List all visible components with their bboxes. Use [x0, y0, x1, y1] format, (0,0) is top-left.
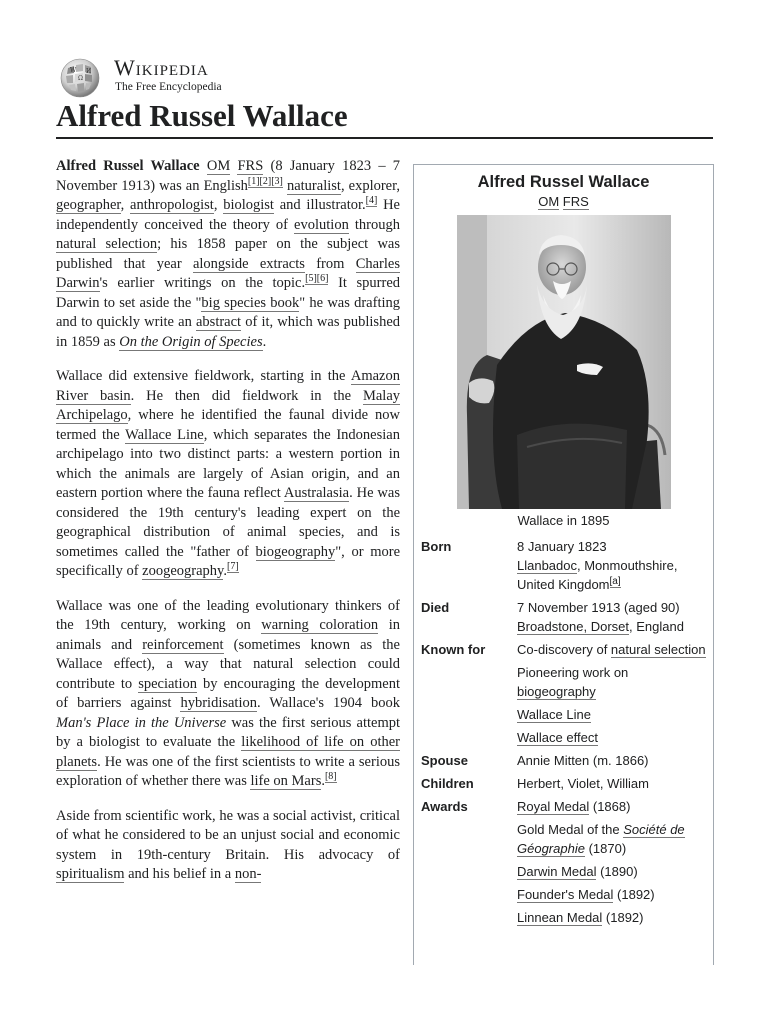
link-broadstone-dorset[interactable]: Broadstone, Dorset [517, 619, 630, 634]
infobox [413, 164, 714, 965]
text-run: and illustrator. [273, 197, 366, 213]
link-evolution[interactable]: evolution [294, 216, 349, 233]
link-llanbadoc[interactable]: Llanbadoc [517, 558, 577, 573]
link-life-on-mars[interactable]: life on Mars [250, 773, 322, 789]
text-run: . [223, 563, 227, 579]
infobox-value-line [517, 705, 707, 724]
citation-ref[interactable]: [5] [305, 273, 317, 285]
infobox-label: Children [421, 776, 474, 791]
infobox-value-line [517, 640, 707, 659]
text-run: ; his 1858 paper on the subject was published that year [56, 236, 400, 272]
text-run: and his belief in a [124, 866, 235, 882]
link-biogeography[interactable]: biogeography [255, 543, 336, 560]
text-run: 's earlier writings on the topic. [99, 275, 306, 291]
link-malay-archipelago[interactable]: Malay Archipelago [56, 387, 401, 423]
link-natural-selection[interactable]: natural selection [56, 236, 158, 252]
link-wallace-effect[interactable]: Wallace effect [517, 730, 598, 745]
link-royal-medal[interactable]: Royal Medal [517, 799, 590, 814]
link-founder-s-medal[interactable]: Founder's Medal [517, 887, 614, 902]
text-run: (1892) [602, 910, 644, 925]
text-run: Aside from scientific work, he was a social activist, critical of what he considered to be an unjust social and economic system in 19th-century Britain. His advocacy of [56, 807, 400, 863]
infobox-row-children [414, 774, 713, 793]
site-name: Wikipedia [114, 55, 209, 80]
infobox-row-died [414, 598, 713, 636]
text-run: " he was drafting and to quickly write an [56, 294, 401, 330]
infobox-label: Died [421, 600, 450, 615]
svg-text:W: W [70, 67, 77, 74]
link-reinforcement[interactable]: reinforcement [142, 636, 224, 653]
text-run: ", or more specifically of [56, 543, 401, 579]
citation-ref[interactable]: [1] [247, 175, 260, 187]
link-zoogeography[interactable]: zoogeography [142, 563, 224, 579]
link-australasia[interactable]: Australasia [283, 485, 350, 501]
link-frs[interactable]: FRS [237, 158, 264, 174]
link-soci-t-de-g-ographie[interactable]: Société de Géographie [517, 822, 685, 856]
link-speciation[interactable]: speciation [138, 675, 197, 692]
infobox-value-line [517, 862, 707, 881]
link-likelihood-of-life-on-other-planets[interactable]: likelihood of life on other planets [56, 734, 400, 770]
text-run: . He was considered the 19th century's leading expert on the geographical distribution of animal species, and is sometimes called the "father of [56, 485, 400, 560]
infobox-row-awards [414, 797, 713, 927]
infobox-post-nominals [414, 193, 713, 210]
infobox-value-line [517, 751, 707, 770]
bold-text: Alfred Russel Wallace [56, 158, 200, 174]
text-run: Pioneering work on [517, 665, 629, 680]
link-natural-selection[interactable]: natural selection [610, 642, 706, 657]
link-alongside-extracts[interactable]: alongside extracts [192, 255, 305, 272]
infobox-value-line [517, 663, 707, 701]
link-warning-coloration[interactable]: warning coloration [261, 617, 379, 633]
text-run: Herbert, Violet, William [517, 776, 649, 791]
article-paragraph [56, 157, 400, 352]
text-run: (8 January 1823 – 7 November 1913) was an English [56, 158, 401, 194]
infobox-row-known-for [414, 640, 713, 747]
text-run: (1868) [589, 799, 631, 814]
text-run: , [213, 197, 224, 213]
citation-ref[interactable]: [8] [324, 771, 337, 783]
text-run: (1892) [613, 887, 655, 902]
link-frs[interactable]: FRS [562, 194, 589, 209]
text-run: of it, which was published in 1859 as [56, 314, 400, 350]
text-run: Wallace was one of the leading evolutionary thinkers of the 19th century, working on [56, 597, 400, 633]
link-linnean-medal[interactable]: Linnean Medal [517, 910, 603, 925]
infobox-value-line [517, 728, 707, 747]
title-divider [56, 137, 713, 139]
infobox-label: Born [421, 539, 452, 554]
text-run: 8 January 1823 [517, 539, 607, 554]
text-run: . [262, 333, 267, 350]
infobox-value-line [517, 774, 707, 793]
link-wallace-line[interactable]: Wallace Line [517, 707, 591, 722]
infobox-value-line [517, 820, 707, 858]
image-caption: Wallace in 1895 [517, 513, 610, 528]
site-tagline: The Free Encyclopedia [115, 81, 222, 93]
infobox-value [517, 537, 707, 594]
infobox-value [517, 640, 707, 747]
link-big-species-book[interactable]: big species book [201, 294, 300, 311]
infobox-value-line [517, 908, 707, 927]
link-darwin-medal[interactable]: Darwin Medal [517, 864, 597, 879]
text-run: , [120, 197, 131, 213]
link-om[interactable]: OM [538, 194, 560, 209]
text-run: . Wallace's 1904 book [257, 695, 400, 711]
text-run [200, 158, 207, 174]
text-run: He independently conceived the theory of [56, 197, 400, 233]
infobox-title: Alfred Russel Wallace [477, 173, 650, 191]
citation-ref[interactable]: [4] [365, 195, 378, 207]
text-run: through [348, 216, 400, 233]
infobox-row-born [414, 537, 713, 594]
italic-text: Man's Place in the Universe [56, 714, 227, 731]
text-run: Wallace did extensive fieldwork, starting in the [56, 368, 351, 384]
text-run: in animals and [56, 617, 401, 653]
infobox-value [517, 774, 707, 793]
svg-text:И: И [86, 68, 92, 75]
wikipedia-globe-logo[interactable] [56, 54, 104, 98]
link-wallace-line[interactable]: Wallace Line [125, 426, 204, 443]
citation-ref[interactable]: [a] [609, 575, 621, 587]
link-on-the-origin-of-species[interactable]: On the Origin of Species [119, 333, 263, 350]
infobox-label: Known for [421, 642, 486, 657]
citation-ref[interactable]: [2] [259, 175, 272, 187]
link-biologist[interactable]: biologist [223, 197, 274, 213]
text-run: , England [629, 619, 684, 634]
text-run: (1890) [596, 864, 638, 879]
link-non[interactable]: non- [234, 866, 262, 882]
text-run: , which separates the Indonesian archipelago into two distinct parts: a western portion in which the animals are largely of Asian origin, and an eastern portion where the fauna reflect [56, 426, 400, 501]
text-run: , Monmouthshire, United Kingdom [517, 558, 678, 592]
text-run: . [321, 773, 325, 789]
infobox-value-line [517, 537, 707, 594]
infobox-value [517, 598, 707, 636]
page-title: Alfred Russel Wallace [56, 98, 348, 133]
article-body [56, 157, 400, 900]
text-run: , where he identified the faunal divide now termed the [56, 407, 400, 443]
link-anthropologist[interactable]: anthropologist [130, 197, 214, 213]
infobox-label: Spouse [421, 753, 468, 768]
citation-ref[interactable]: [6] [316, 273, 329, 285]
article-paragraph [56, 367, 400, 582]
text-run: (sometimes known as the Wallace effect), a way that natural selection could contribute to [56, 636, 400, 692]
text-run: Co-discovery of [517, 642, 611, 657]
infobox-value-line [517, 598, 707, 636]
infobox-value [517, 751, 707, 770]
text-run: (1870) [584, 841, 627, 856]
text-run: 7 November 1913 (aged 90) [517, 600, 680, 615]
link-om[interactable]: OM [206, 158, 231, 174]
text-run: . He was one of the first scientists to write a serious exploration of whether there was [56, 753, 400, 789]
citation-ref[interactable]: [7] [227, 561, 239, 573]
text-run: by encouraging the development of barriers against [56, 675, 400, 711]
svg-text:Ω: Ω [78, 75, 83, 82]
article-paragraph [56, 807, 400, 885]
text-run: from [304, 255, 356, 272]
link-hybridisation[interactable]: hybridisation [180, 695, 257, 711]
link-abstract[interactable]: abstract [195, 314, 242, 330]
link-amazon-river-basin[interactable]: Amazon River basin [56, 368, 400, 404]
text-run: Gold Medal of the [517, 822, 624, 837]
infobox-row-spouse [414, 751, 713, 770]
text-run: was the first serious attempt by a biologist to evaluate the [56, 714, 401, 750]
link-naturalist[interactable]: naturalist [286, 177, 341, 194]
portrait-photo[interactable] [457, 215, 671, 509]
text-run: , explorer, [340, 177, 400, 194]
wordmark[interactable] [114, 56, 222, 94]
text-run: It spurred Darwin to set aside the " [56, 275, 401, 311]
article-paragraph [56, 597, 400, 792]
link-spiritualism[interactable]: spiritualism [56, 866, 125, 882]
link-biogeography[interactable]: biogeography [517, 684, 596, 699]
infobox-value-line [517, 797, 707, 816]
link-geographer[interactable]: geographer [56, 197, 121, 213]
infobox-rows [414, 537, 713, 927]
citation-ref[interactable]: [3] [271, 175, 283, 187]
link-charles-darwin[interactable]: Charles Darwin [56, 255, 400, 291]
infobox-value [517, 797, 707, 927]
text-run: . He then did fieldwork in the [130, 387, 363, 404]
infobox-label: Awards [421, 799, 468, 814]
text-run: Annie Mitten (m. 1866) [517, 753, 649, 768]
infobox-value-line [517, 885, 707, 904]
